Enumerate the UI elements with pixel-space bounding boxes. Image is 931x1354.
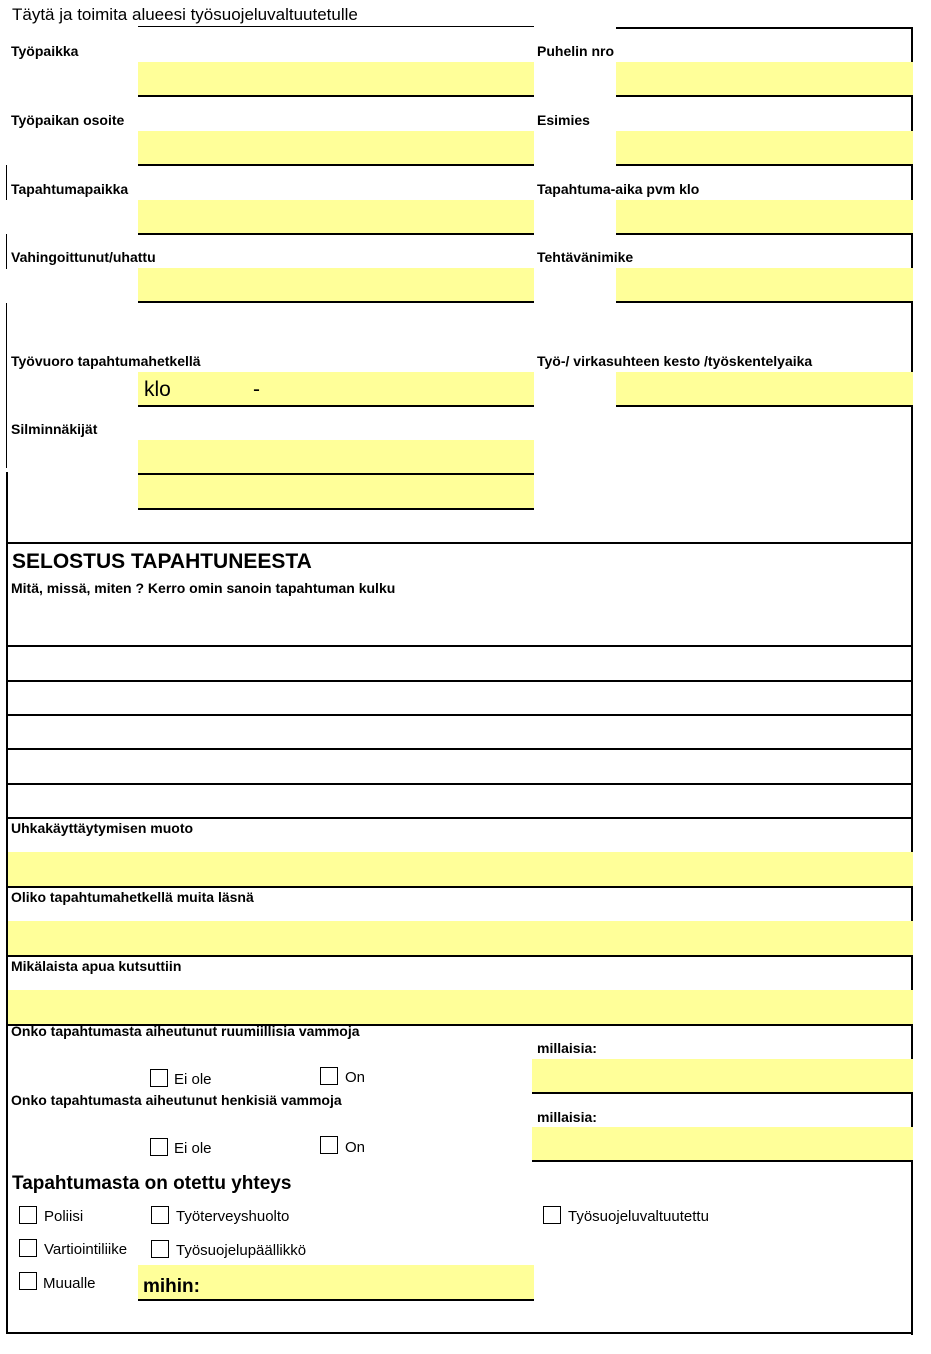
apua-field[interactable] xyxy=(8,990,913,1026)
frame-left-seg xyxy=(6,234,7,269)
frame-left xyxy=(6,472,8,1334)
ruumiilliset-ei-ole-checkbox[interactable] xyxy=(150,1069,168,1087)
ruumiilliset-ei-ole-label: Ei ole xyxy=(174,1071,212,1088)
selostus-line-2[interactable] xyxy=(6,680,913,682)
muoto-field[interactable] xyxy=(8,852,913,888)
ruumiilliset-label: Onko tapahtumasta aiheutunut ruumiillisia vammoja xyxy=(11,1023,360,1039)
silminnakija-field-2[interactable] xyxy=(138,475,534,510)
millaisia-label-2: millaisia: xyxy=(537,1109,597,1125)
mihin-label: mihin: xyxy=(143,1276,200,1297)
header-underline xyxy=(138,26,534,27)
lasna-label: Oliko tapahtumahetkellä muita läsnä xyxy=(11,889,254,905)
paallikko-label: Työsuojelupäällikkö xyxy=(176,1242,307,1259)
apua-label: Mikälaista apua kutsuttiin xyxy=(11,958,182,974)
vartiointi-label: Vartiointiliike xyxy=(44,1241,128,1258)
muualle-checkbox[interactable] xyxy=(19,1272,37,1290)
tyopaikka-field[interactable] xyxy=(138,62,534,97)
henkiset-ei-ole-label: Ei ole xyxy=(174,1140,212,1157)
tapahtuma-aika-label: Tapahtuma-aika pvm klo xyxy=(537,181,700,197)
selostus-line-6[interactable] xyxy=(6,817,913,819)
vartiointi-checkbox[interactable] xyxy=(19,1239,37,1257)
osoite-label: Työpaikan osoite xyxy=(11,112,125,128)
henkiset-millaisia-field[interactable] xyxy=(532,1127,913,1162)
poliisi-checkbox[interactable] xyxy=(19,1206,37,1224)
vahingoittunut-field[interactable] xyxy=(138,268,534,303)
tyopaikka-label: Työpaikka xyxy=(11,43,79,59)
selostus-subtitle: Mitä, missä, miten ? Kerro omin sanoin tapahtuman kulku xyxy=(11,580,396,596)
puhelin-field[interactable] xyxy=(616,62,913,97)
valtuutettu-checkbox[interactable] xyxy=(543,1206,561,1224)
frame-left-seg xyxy=(6,303,7,468)
silminnakija-field-1[interactable] xyxy=(138,440,534,475)
vahingoittunut-label: Vahingoittunut/uhattu xyxy=(11,249,156,265)
paallikko-checkbox[interactable] xyxy=(151,1240,169,1258)
esimies-label: Esimies xyxy=(537,112,590,128)
tapahtuma-aika-field[interactable] xyxy=(616,200,913,235)
henkiset-on-checkbox[interactable] xyxy=(320,1136,338,1154)
selostus-line-5[interactable] xyxy=(6,783,913,785)
ruumiilliset-on-label: On xyxy=(345,1069,366,1086)
henkiset-on-label: On xyxy=(345,1139,366,1156)
osoite-field[interactable] xyxy=(138,131,534,166)
lasna-field[interactable] xyxy=(8,921,913,957)
tyoterveys-checkbox[interactable] xyxy=(151,1206,169,1224)
selostus-top-rule xyxy=(6,542,913,544)
selostus-line-3[interactable] xyxy=(6,714,913,716)
dash-text: - xyxy=(253,378,260,401)
muualle-label: Muualle xyxy=(43,1275,96,1292)
selostus-line-1[interactable] xyxy=(6,645,913,647)
form-header: Täytä ja toimita alueesi työsuojeluvaltuutetulle xyxy=(12,5,358,24)
header-right-line xyxy=(616,27,913,29)
henkiset-ei-ole-checkbox[interactable] xyxy=(150,1138,168,1156)
frame-bottom xyxy=(6,1332,913,1334)
tyovuoro-label: Työvuoro tapahtumahetkellä xyxy=(11,353,201,369)
tapahtumapaikka-label: Tapahtumapaikka xyxy=(11,181,129,197)
kesto-label: Työ-/ virkasuhteen kesto /työskentelyaika xyxy=(537,353,813,369)
silminnakijat-label: Silminnäkijät xyxy=(11,421,98,437)
tyoterveys-label: Työterveyshuolto xyxy=(176,1208,290,1225)
ruumiilliset-millaisia-field[interactable] xyxy=(532,1059,913,1094)
selostus-title: SELOSTUS TAPAHTUNEESTA xyxy=(12,550,312,573)
valtuutettu-label: Työsuojeluvaltuutettu xyxy=(568,1208,709,1225)
tyovuoro-field[interactable] xyxy=(138,372,534,407)
esimies-field[interactable] xyxy=(616,131,913,166)
contact-title: Tapahtumasta on otettu yhteys xyxy=(12,1173,292,1194)
klo-text: klo xyxy=(144,378,171,401)
poliisi-label: Poliisi xyxy=(44,1208,84,1225)
ruumiilliset-on-checkbox[interactable] xyxy=(320,1067,338,1085)
millaisia-label-1: millaisia: xyxy=(537,1040,597,1056)
kesto-field[interactable] xyxy=(616,372,913,407)
tapahtumapaikka-field[interactable] xyxy=(138,200,534,235)
selostus-line-4[interactable] xyxy=(6,748,913,750)
muoto-label: Uhkakäyttäytymisen muoto xyxy=(11,820,194,836)
tehtavanimike-field[interactable] xyxy=(616,268,913,303)
tehtavanimike-label: Tehtävänimike xyxy=(537,249,634,265)
henkiset-label: Onko tapahtumasta aiheutunut henkisiä vammoja xyxy=(11,1092,342,1108)
puhelin-label: Puhelin nro xyxy=(537,43,614,59)
frame-left-seg xyxy=(6,165,7,200)
